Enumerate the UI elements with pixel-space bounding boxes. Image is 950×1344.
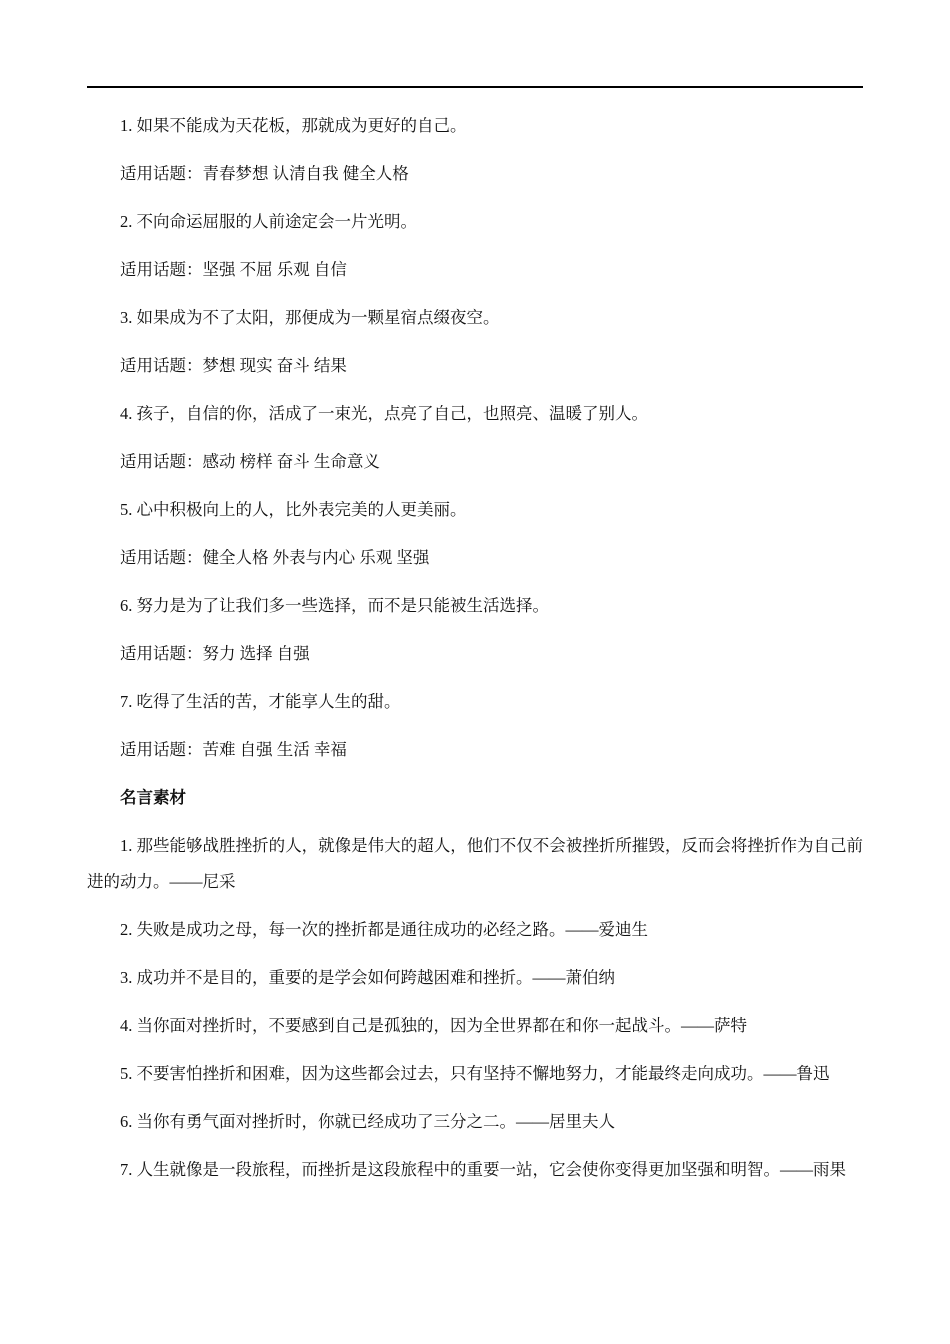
- sentence-6: 6. 努力是为了让我们多一些选择，而不是只能被生活选择。: [120, 596, 549, 615]
- document-body: [87, 108, 863, 1200]
- topics-1: 适用话题：青春梦想 认清自我 健全人格: [120, 164, 409, 183]
- quote-5: 5. 不要害怕挫折和困难，因为这些都会过去，只有坚持不懈地努力，才能最终走向成功。——鲁迅: [120, 1064, 830, 1083]
- quote-1: 1. 那些能够战胜挫折的人，就像是伟大的超人，他们不仅不会被挫折所摧毁，反而会将挫折作为自己前进的动力。——尼采: [87, 836, 863, 891]
- sentence-1: 1. 如果不能成为天花板，那就成为更好的自己。: [120, 116, 467, 135]
- topics-3: 适用话题：梦想 现实 奋斗 结果: [120, 356, 347, 375]
- sentence-7: 7. 吃得了生活的苦，才能享人生的甜。: [120, 692, 401, 711]
- quote-3: 3. 成功并不是目的，重要的是学会如何跨越困难和挫折。——萧伯纳: [120, 968, 615, 987]
- header-rule: [87, 86, 863, 88]
- sentence-5: 5. 心中积极向上的人，比外表完美的人更美丽。: [120, 500, 467, 519]
- topics-5: 适用话题：健全人格 外表与内心 乐观 坚强: [120, 548, 430, 567]
- topics-7: 适用话题：苦难 自强 生活 幸福: [120, 740, 347, 759]
- sentence-2: 2. 不向命运屈服的人前途定会一片光明。: [120, 212, 417, 231]
- topics-2: 适用话题：坚强 不屈 乐观 自信: [120, 260, 347, 279]
- topics-6: 适用话题：努力 选择 自强: [120, 644, 310, 663]
- quotes-heading: 名言素材: [120, 788, 186, 807]
- quote-2: 2. 失败是成功之母，每一次的挫折都是通往成功的必经之路。——爱迪生: [120, 920, 648, 939]
- quote-6: 6. 当你有勇气面对挫折时，你就已经成功了三分之二。——居里夫人: [120, 1112, 615, 1131]
- sentence-4: 4. 孩子，自信的你，活成了一束光，点亮了自己，也照亮、温暖了别人。: [120, 404, 648, 423]
- sentence-3: 3. 如果成为不了太阳，那便成为一颗星宿点缀夜空。: [120, 308, 500, 327]
- quote-4: 4. 当你面对挫折时，不要感到自己是孤独的，因为全世界都在和你一起战斗。——萨特: [120, 1016, 747, 1035]
- quote-7: 7. 人生就像是一段旅程，而挫折是这段旅程中的重要一站，它会使你变得更加坚强和明智。——雨果: [120, 1160, 846, 1179]
- topics-4: 适用话题：感动 榜样 奋斗 生命意义: [120, 452, 380, 471]
